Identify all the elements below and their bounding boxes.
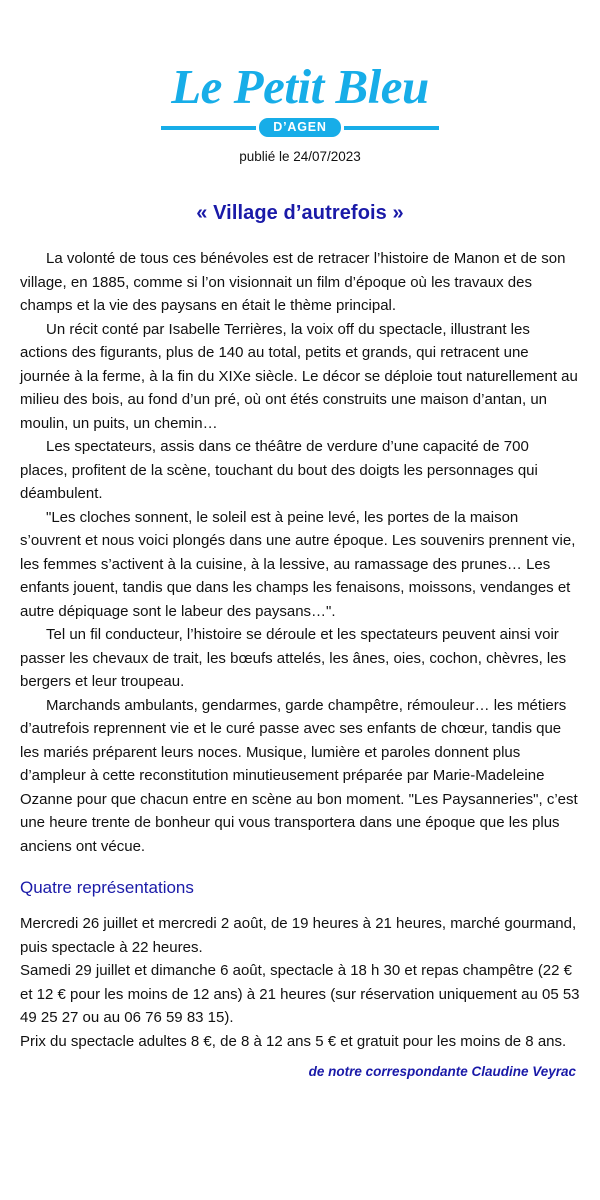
section-heading-performances: Quatre représentations [20,878,194,898]
article-paragraph: Les spectateurs, assis dans ce théâtre de verdure d’une capacité de 700 places, profitent de la scène, touchant du bout des doigts les personnages qui déambulent. [20,438,538,503]
practical-info-line: Mercredi 26 juillet et mercredi 2 août, de 19 heures à 21 heures, marché gourmand, puis spectacle à 22 heures. [20,915,577,956]
practical-info-line: Samedi 29 juillet et dimanche 6 août, spectacle à 18 h 30 et repas champêtre (22 € et 12 € pour les moins de 12 ans) à 21 heures (sur réservation uniquement au 05 53 49 25 27 ou au 06 76 59 83 15). [20,962,580,1027]
newspaper-logo-wordmark: Le Petit Bleu [171,59,429,114]
practical-info-line: Prix du spectacle adultes 8 €, de 8 à 12 ans 5 € et gratuit pour les moins de 8 ans. [20,1032,567,1050]
masthead-rule-right [344,126,439,130]
masthead-rule-left [161,126,256,130]
article-paragraph: Un récit conté par Isabelle Terrières, la voix off du spectacle, illustrant les actions des figurants, plus de 140 au total, petits et grands, qui retracent une journée à la ferme, à la fin du XIXe siècle. Le décor se déploie tout naturellement au milieu des bois, au fond d’un pré, où ont étés construits une maison d’antan, un moulin, un puits, un chemin… [20,320,578,432]
masthead [20,0,580,164]
masthead-badge-row [161,118,439,137]
article-paragraph: Marchands ambulants, gendarmes, garde champêtre, rémouleur… les métiers d’autrefois reprennent vie et le curé passe avec ses enfants de chœur, tandis que les mariés préparent leurs noces. Musique, lumière et paroles donnent plus d’ampleur à cette reconstitution minutieusement préparée par Marie-Madeleine Ozanne pour que chacun entre en scène au bon moment. "Les Paysanneries", c’est une heure trente de bonheur qui vous transportera dans une époque que les plus anciens ont vécue. [20,696,578,855]
article-paragraph: Tel un fil conducteur, l’histoire se déroule et les spectateurs peuvent ainsi voir passer les chevaux de trait, les bœufs attelés, les ânes, oies, cochon, chèvres, les bergers et leur troupeau. [20,626,567,691]
page-title: « Village d’autrefois » [196,202,404,225]
article-body [20,247,580,858]
byline: de notre correspondante Claudine Veyrac [308,1064,576,1080]
practical-info-block [20,912,580,1053]
article-paragraph: La volonté de tous ces bénévoles est de retracer l’histoire de Manon et de son village, en 1885, comme si l’on visionnait un film d’époque où les travaux des champs et la vie des paysans en était le thème principal. [20,250,566,315]
edition-badge: D’AGEN [259,118,340,137]
publication-date: publié le 24/07/2023 [239,149,361,165]
article-paragraph: "Les cloches sonnent, le soleil est à peine levé, les portes de la maison s’ouvrent et nous voici plongés dans une autre époque. Les souvenirs prennent vie, les femmes s’activent à la cuisine, à la lessive, au ramassage des prunes… Les enfants jouent, tandis que dans les champs les fenaisons, moissons, vendanges et autre dépiquage sont le labeur des paysans…". [20,508,576,620]
